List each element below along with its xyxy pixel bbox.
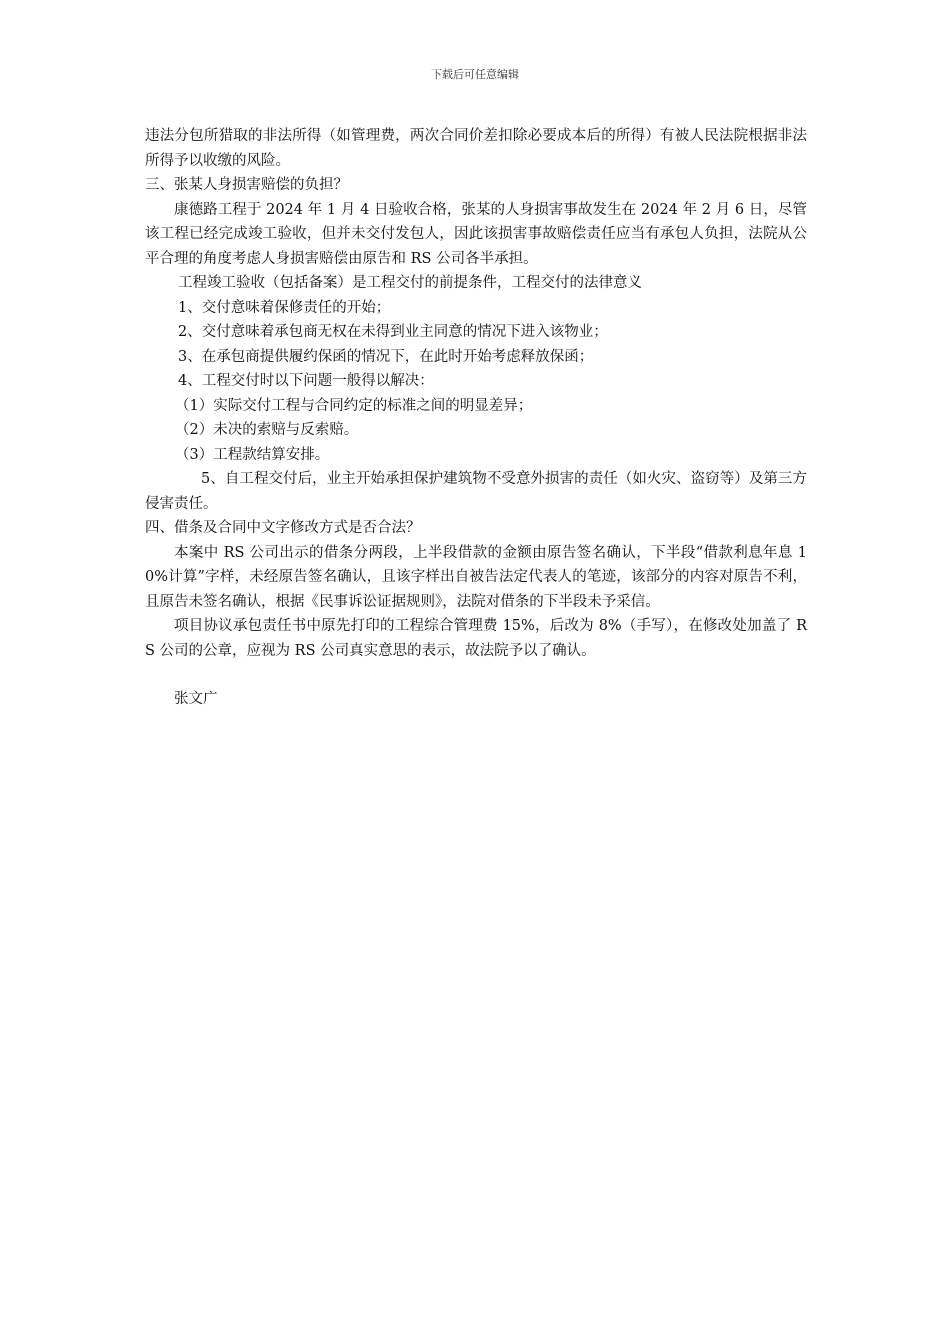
sub-item-1: （1）实际交付工程与合同约定的标准之间的明显差异； [175, 397, 533, 414]
paragraph-management-fee: 项目协议承包责任书中原先打印的工程综合管理费 15%，后改为 8%（手写），在修改处加盖了 RS 公司的公章，应视为 RS 公司真实意思的表示，故法院予以了确认。 [145, 618, 807, 659]
paragraph-completion-acceptance: 工程竣工验收（包括备案）是工程交付的前提条件，工程交付的法律意义 [178, 275, 642, 291]
list-item-1: 1、交付意味着保修责任的开始； [178, 299, 391, 316]
paragraph-kangde-road: 康德路工程于 2024 年 1 月 4 日验收合格，张某的人身损害事故发生在 2024 年 2 月 6 日，尽管该工程已经完成竣工验收，但并未交付发包人，因此该损害事故赔偿责任应当有承包人负担，法院从公平合理的角度考虑人身损害赔偿由原告和 RS 公司各半承担。 [145, 201, 807, 267]
paragraph-illegal-income: 违法分包所猎取的非法所得（如管理费，两次合同价差扣除必要成本后的所得）有被人民法院根据非法所得予以收缴的风险。 [145, 128, 807, 169]
list-item-3: 3、在承包商提供履约保函的情况下，在此时开始考虑释放保函； [178, 348, 594, 365]
list-item-4: 4、工程交付时以下问题一般得以解决： [178, 373, 434, 389]
sub-item-2: （2）未决的索赔与反索赔。 [175, 422, 359, 438]
section-heading-3: 三、张某人身损害赔偿的负担？ [145, 177, 348, 193]
author-signature: 张文广 [174, 691, 218, 707]
document-body [145, 124, 807, 712]
paragraph-iou: 本案中 RS 公司出示的借条分两段，上半段借款的金额由原告签名确认，下半段“借款利息年息 10%计算”字样，未经原告签名确认，且该字样出自被告法定代表人的笔迹，该部分的内容对原告不利，且原告未签名确认，根据《民事诉讼证据规则》，法院对借条的下半段未予采信。 [145, 544, 807, 610]
list-item-2: 2、交付意味着承包商无权在未得到业主同意的情况下进入该物业； [178, 324, 608, 340]
sub-item-3: （3）工程款结算安排。 [175, 446, 330, 463]
list-item-5: 5、自工程交付后，业主开始承担保护建筑物不受意外损害的责任（如火灾、盗窃等）及第三方侵害责任。 [145, 471, 807, 512]
signature-spacer [145, 663, 807, 687]
page-header-note: 下载后可任意编辑 [431, 68, 519, 81]
section-heading-4: 四、借条及合同中文字修改方式是否合法？ [145, 520, 421, 536]
